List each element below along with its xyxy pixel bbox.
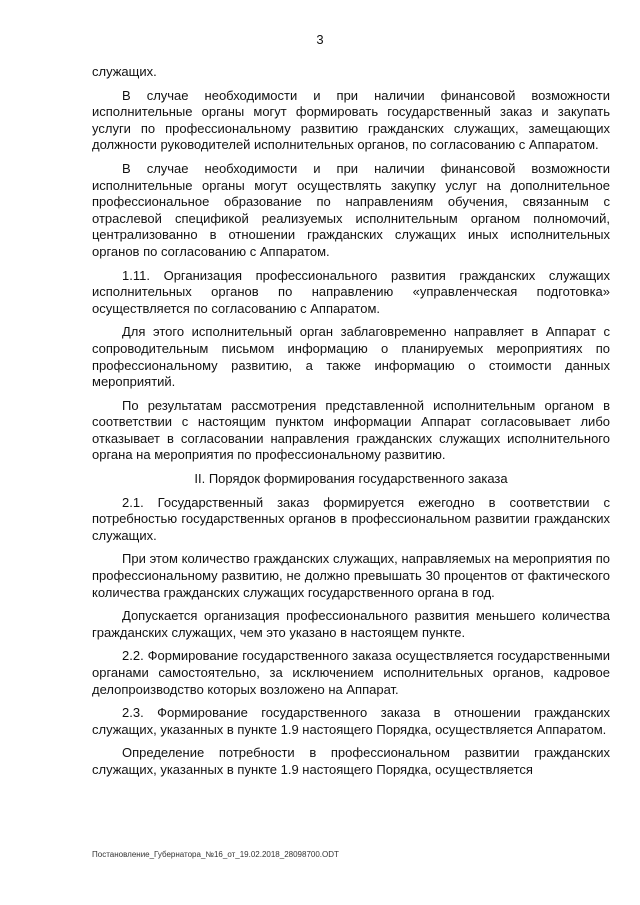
paragraph: 2.2. Формирование государственного заказа осуществляется государственными органами самостоятельно, за исключением исполнительных органов, кадровое делопроизводство которых возложено на Аппарат. <box>92 648 610 697</box>
document-body <box>92 64 610 786</box>
paragraph: 2.1. Государственный заказ формируется ежегодно в соответствии с потребностью государственных органов в профессиональном развитии гражданских служащих. <box>92 494 610 543</box>
paragraph: По результатам рассмотрения представленной исполнительным органом в соответствии с настоящим пунктом информации Аппарат согласовывает либо отказывает в согласовании направления гражданских служащих исполнительного органа на мероприятия по профессиональному развитию. <box>92 397 610 463</box>
document-footer: Постановление_Губернатора_№16_от_19.02.2018_28098700.ODT <box>92 850 339 859</box>
paragraph: В случае необходимости и при наличии финансовой возможности исполнительные органы могут осуществлять закупку услуг на дополнительное профессиональное образование по направлениям обучения, связанным с отраслевой спецификой реализуемых исполнительным органом полномочий, централизованно в отношении гражданских служащих иных исполнительных органов по согласованию с Аппаратом. <box>92 160 610 259</box>
paragraph: В случае необходимости и при наличии финансовой возможности исполнительные органы могут формировать государственный заказ и закупать услуги по профессиональному развитию гражданских служащих, замещающих должности руководителей исполнительных органов, по согласованию с Аппаратом. <box>92 87 610 153</box>
paragraph: 2.3. Формирование государственного заказа в отношении гражданских служащих, указанных в пункте 1.9 настоящего Порядка, осуществляется Аппаратом. <box>92 705 610 737</box>
paragraph: Определение потребности в профессиональном развитии гражданских служащих, указанных в пункте 1.9 настоящего Порядка, осуществляется <box>92 745 610 777</box>
paragraph: 1.11. Организация профессионального развития гражданских служащих исполнительных органов по направлению «управленческая подготовка» осуществляется по согласованию с Аппаратом. <box>92 267 610 316</box>
page-number: 3 <box>316 32 324 47</box>
section-heading: II. Порядок формирования государственного заказа <box>194 471 508 487</box>
paragraph: Допускается организация профессионального развития меньшего количества гражданских служащих, чем это указано в настоящем пункте. <box>92 608 610 640</box>
paragraph: При этом количество гражданских служащих, направляемых на мероприятия по профессиональному развитию, не должно превышать 30 процентов от фактического количества гражданских служащих государственного органа в год. <box>92 551 610 600</box>
paragraph-continuation: служащих. <box>92 64 157 79</box>
paragraph: Для этого исполнительный орган заблаговременно направляет в Аппарат с сопроводительным письмом информацию о планируемых мероприятиях по профессиональному развитию, а также информацию о стоимости данных мероприятий. <box>92 324 610 390</box>
